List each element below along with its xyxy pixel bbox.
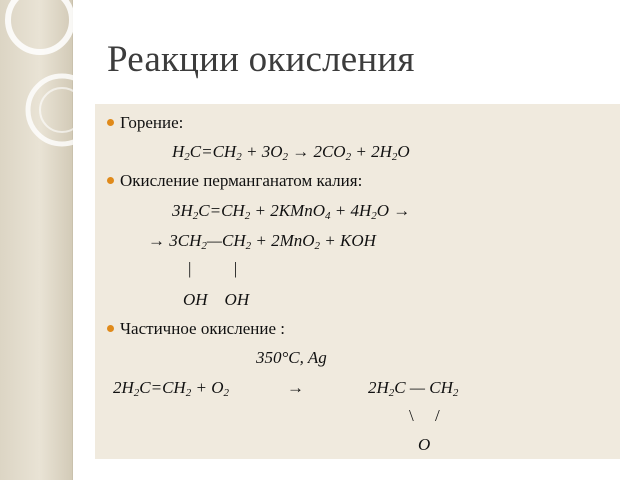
equation-combustion: $H_2C=CH_2 + 3O_2 \to 2CO_2 + 2H_2O$ [172,142,410,163]
reaction-arrow: → [287,378,304,397]
slide-title: Реакции окисления [107,39,415,80]
bullet-permanganate [107,177,114,184]
bullet-partial [107,325,114,332]
equation-permanganate-1: $3H_2C=CH_2$ + 2KMnO$_4$ + $4H_2O$ → [172,201,411,222]
hydroxyl-groups: OH OH [183,290,250,309]
label-combustion: Горение: [120,113,184,132]
label-partial: Частичное окисление : [120,319,285,338]
bonds-permanganate: | | [188,259,238,278]
equation-partial-left: $2H_2C=CH_2 + O_2$ [113,378,229,399]
bonds-epoxide: \ / [409,406,440,425]
epoxide-oxygen: O [418,435,431,454]
reaction-conditions: 350°C, Ag [256,348,327,367]
equation-partial-right: $2H_2C$ — $CH_2$ [368,378,459,399]
label-permanganate: Окисление перманганатом калия: [120,171,363,190]
bullet-combustion [107,119,114,126]
equation-permanganate-2: → $3CH_2—CH_2 + 2MnO_2$ + KOH [148,231,376,252]
